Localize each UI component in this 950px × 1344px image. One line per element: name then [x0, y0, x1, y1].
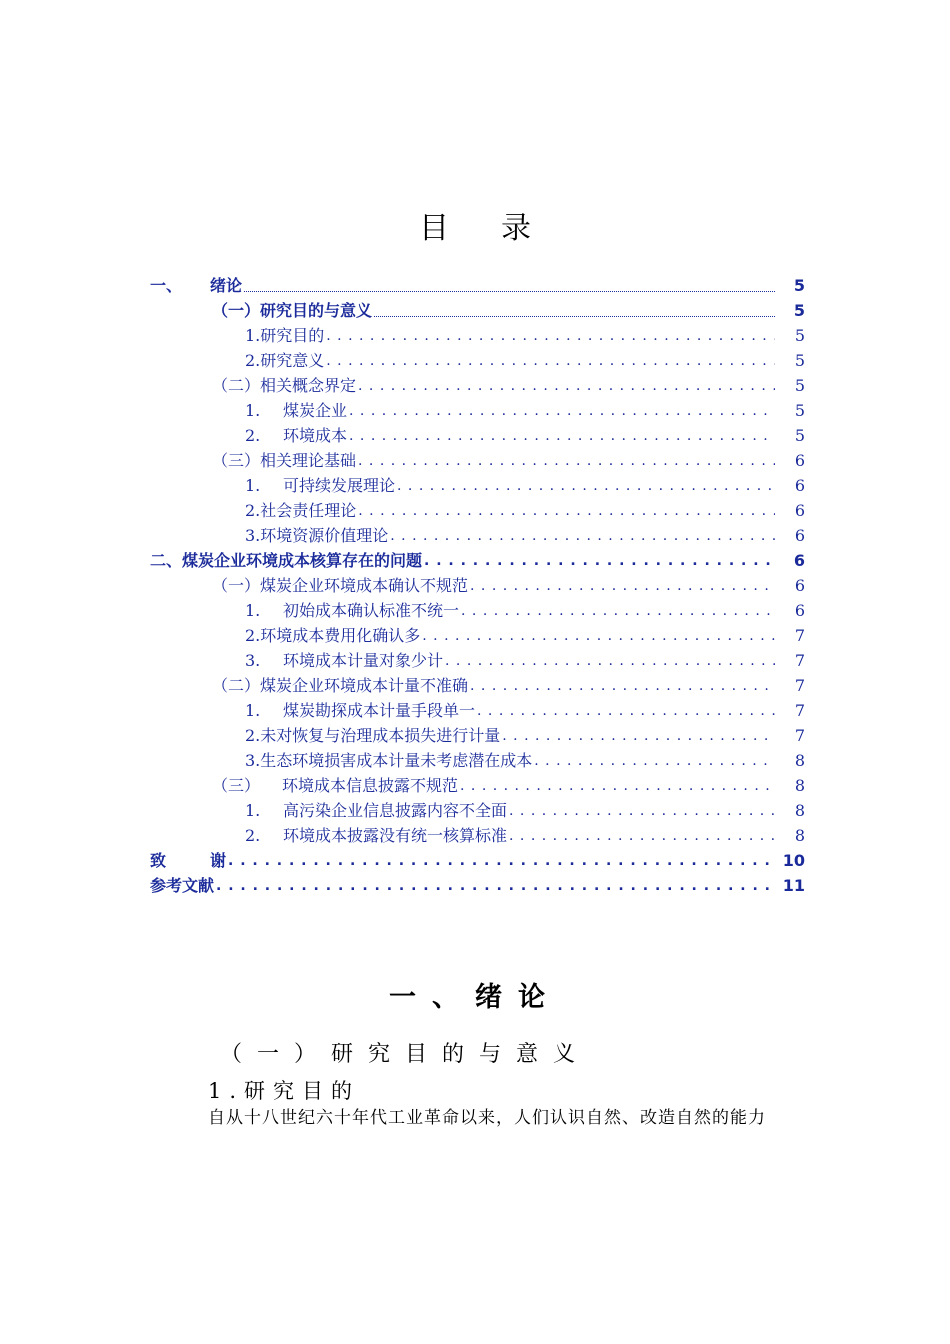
toc-entry[interactable]: [150, 596, 805, 621]
toc-entry[interactable]: [150, 871, 805, 896]
toc-leader-dots: [397, 478, 775, 492]
toc-entry-page: 6: [794, 501, 805, 520]
toc-leader-dots: [326, 328, 775, 342]
toc-entry-page: 5: [793, 301, 805, 320]
toc-entry-page: 7: [794, 651, 805, 670]
toc-entry-page: 5: [794, 401, 805, 420]
toc-leader-dots: [502, 728, 775, 742]
toc-entry-number: 1.: [245, 801, 261, 820]
toc-entry-label: 环境成本信息披露不规范: [282, 776, 459, 795]
toc-entry-label: （三）相关理论基础: [212, 451, 357, 470]
toc-leader-dots: [228, 853, 775, 867]
toc-entry-label: 环境成本披露没有统一核算标准: [283, 826, 508, 845]
toc-entry-label: 二、煤炭企业环境成本核算存在的问题: [150, 551, 423, 570]
toc-entry-page: 11: [782, 876, 805, 895]
toc-entry[interactable]: [150, 621, 805, 646]
toc-entry-page: 7: [794, 726, 805, 745]
toc-entry[interactable]: [150, 521, 805, 546]
toc-leader-dots: [424, 553, 775, 567]
toc-entry-page: 5: [794, 426, 805, 445]
table-of-contents: [150, 271, 805, 896]
toc-entry-page: 6: [794, 601, 805, 620]
toc-entry[interactable]: [150, 396, 805, 421]
toc-leader-dots: [349, 403, 775, 417]
toc-entry-label: 谢: [210, 851, 227, 870]
toc-leader-dots: [374, 302, 775, 317]
toc-leader-dots: [349, 428, 775, 442]
toc-entry[interactable]: [150, 496, 805, 521]
toc-entry[interactable]: [150, 271, 805, 296]
toc-entry[interactable]: [150, 296, 805, 321]
toc-entry-label: （二）煤炭企业环境成本计量不准确: [212, 676, 469, 695]
toc-entry-label: 煤炭勘探成本计量手段单一: [283, 701, 476, 720]
toc-entry-page: 7: [794, 626, 805, 645]
toc-entry-page: 5: [794, 376, 805, 395]
toc-entry[interactable]: [150, 746, 805, 771]
toc-entry-number: 1.: [245, 476, 261, 495]
toc-entry-page: 6: [794, 576, 805, 595]
toc-leader-dots: [470, 678, 775, 692]
toc-entry[interactable]: [150, 446, 805, 471]
toc-entry-page: 7: [794, 676, 805, 695]
toc-title-right: 录: [501, 211, 531, 246]
toc-leader-dots: [477, 703, 775, 717]
toc-entry-label: 可持续发展理论: [283, 476, 396, 495]
toc-entry[interactable]: [150, 371, 805, 396]
toc-entry-number: 2.: [245, 426, 261, 445]
toc-entry-label: 2.环境成本费用化确认多: [245, 626, 421, 645]
subsection-heading: 1.研究目的: [208, 1079, 361, 1103]
toc-leader-dots: [460, 778, 775, 792]
toc-leader-dots: [509, 828, 775, 842]
toc-entry-label: 1.研究目的: [245, 326, 325, 345]
toc-entry-label: 环境成本计量对象少计: [283, 651, 444, 670]
toc-entry[interactable]: [150, 821, 805, 846]
toc-entry-label: 3.环境资源价值理论: [245, 526, 389, 545]
toc-entry-number: 1.: [245, 601, 261, 620]
toc-entry[interactable]: [150, 421, 805, 446]
toc-entry-label: 绪论: [210, 276, 243, 295]
toc-entry-label: （一）研究目的与意义: [212, 301, 373, 320]
toc-entry-page: 10: [782, 851, 805, 870]
toc-entry-page: 8: [794, 801, 805, 820]
toc-leader-dots: [358, 378, 775, 392]
toc-leader-dots: [470, 578, 775, 592]
toc-entry-number: 2.: [245, 826, 261, 845]
toc-entry-number: 致: [150, 851, 167, 870]
toc-entry-label: 2.未对恢复与治理成本损失进行计量: [245, 726, 501, 745]
toc-title-left: 目: [419, 211, 449, 246]
toc-entry-label: 初始成本确认标准不统一: [283, 601, 460, 620]
toc-leader-dots: [534, 753, 775, 767]
toc-entry[interactable]: [150, 696, 805, 721]
toc-entry-label: 3.生态环境损害成本计量未考虑潜在成本: [245, 751, 533, 770]
toc-entry-page: 5: [793, 276, 805, 295]
toc-leader-dots: [445, 653, 775, 667]
toc-entry[interactable]: [150, 321, 805, 346]
toc-entry-number: 3.: [245, 651, 261, 670]
toc-entry-page: 6: [794, 526, 805, 545]
toc-leader-dots: [326, 353, 775, 367]
chapter-heading: 一、绪论: [389, 982, 561, 1013]
toc-entry-page: 5: [794, 351, 805, 370]
toc-entry-page: 8: [794, 751, 805, 770]
section-heading: （一）研究目的与意义: [220, 1042, 591, 1067]
toc-entry[interactable]: [150, 771, 805, 796]
toc-entry-page: 8: [794, 776, 805, 795]
toc-leader-dots: [461, 603, 775, 617]
toc-leader-dots: [216, 878, 775, 892]
toc-entry[interactable]: [150, 671, 805, 696]
toc-entry-label: 高污染企业信息披露内容不全面: [283, 801, 508, 820]
toc-entry[interactable]: [150, 346, 805, 371]
toc-entry[interactable]: [150, 471, 805, 496]
toc-entry[interactable]: [150, 721, 805, 746]
toc-entry-page: 7: [794, 701, 805, 720]
toc-entry-page: 5: [794, 326, 805, 345]
toc-entry[interactable]: [150, 846, 805, 871]
toc-entry-page: 6: [794, 451, 805, 470]
toc-entry-label: 2.研究意义: [245, 351, 325, 370]
toc-leader-dots: [422, 628, 775, 642]
toc-entry-label: 环境成本: [283, 426, 348, 445]
toc-entry-page: 6: [794, 476, 805, 495]
toc-entry[interactable]: [150, 646, 805, 671]
toc-entry-number: 一、: [150, 276, 183, 295]
body-paragraph: 自从十八世纪六十年代工业革命以来，人们认识自然、改造自然的能力: [208, 1108, 766, 1128]
toc-entry[interactable]: [150, 571, 805, 596]
toc-entry[interactable]: [150, 546, 805, 571]
toc-entry-label: （二）相关概念界定: [212, 376, 357, 395]
toc-leader-dots: [390, 528, 775, 542]
toc-leader-dots: [244, 277, 775, 292]
toc-entry-label: （一）煤炭企业环境成本确认不规范: [212, 576, 469, 595]
toc-entry-label: 参考文献: [150, 876, 215, 895]
toc-leader-dots: [358, 503, 775, 517]
toc-entry-page: 8: [794, 826, 805, 845]
toc-title: [0, 203, 950, 247]
toc-entry-label: 煤炭企业: [283, 401, 348, 420]
toc-entry-label: 2.社会责任理论: [245, 501, 357, 520]
toc-entry-number: 1.: [245, 701, 261, 720]
toc-leader-dots: [358, 453, 775, 467]
toc-entry[interactable]: [150, 796, 805, 821]
toc-entry-number: 1.: [245, 401, 261, 420]
toc-entry-page: 6: [793, 551, 805, 570]
toc-leader-dots: [509, 803, 775, 817]
toc-entry-number: （三）: [212, 776, 261, 795]
